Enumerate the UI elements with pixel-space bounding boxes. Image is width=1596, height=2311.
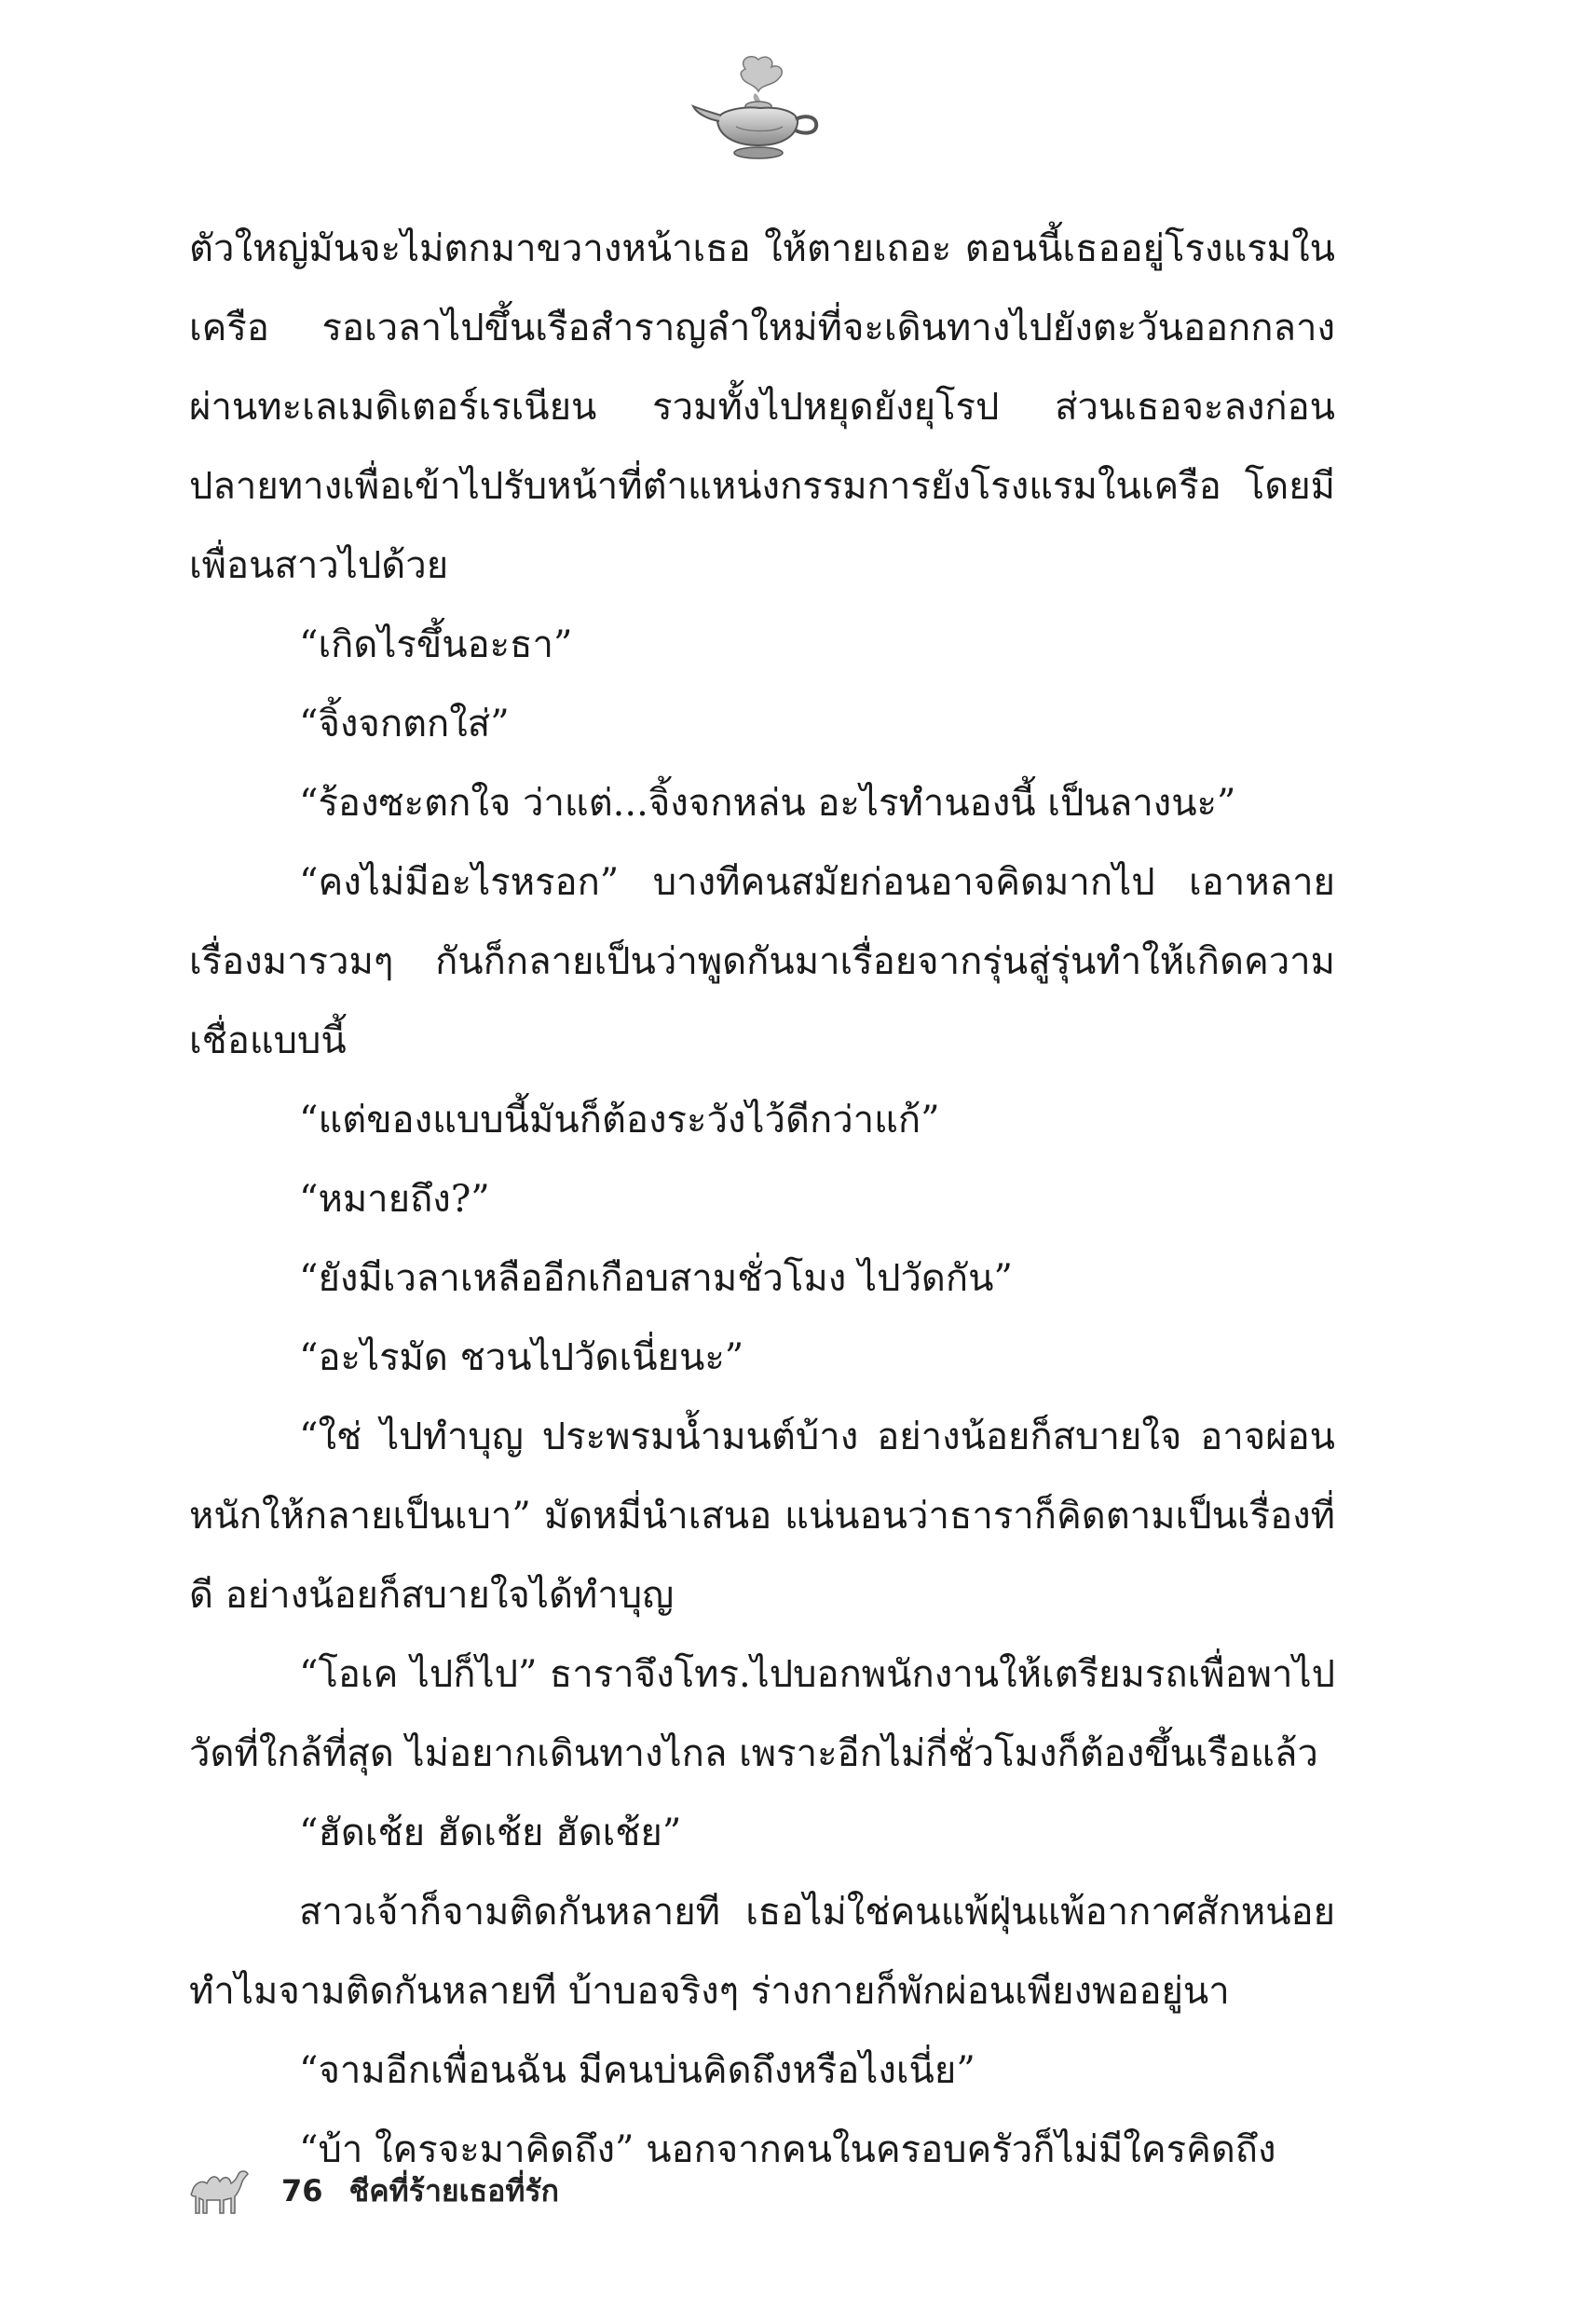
page-body (189, 210, 1335, 2171)
paragraph: “จิ้งจกตกใส่” (299, 703, 510, 745)
page-number: 76 (281, 2173, 323, 2208)
paragraph: “บ้า ใครจะมาคิดถึง” นอกจากคนในครอบครัวก็ไม่มีใครคิดถึง (299, 2128, 1276, 2171)
paragraph: “จามอีกเพื่อนฉัน มีคนบ่นคิดถึงหรือไงเนี่ย” (299, 2049, 975, 2092)
page-footer (186, 2158, 559, 2223)
paragraph: ตัวใหญ่มันจะไม่ตกมาขวางหน้าเธอ ให้ตายเถอะ ตอนนี้เธออยู่โรงแรมในเครือ รอเวลาไปขึ้นเรือสำราญลำใหม่ที่จะเดินทางไปยังตะวันออกกลาง ผ่านทะเลเมดิเตอร์เรเนียน รวมทั้งไปหยุดยังยุโรป ส่วนเธอจะลงก่อนปลายทางเพื่อเข้าไปรับหน้าที่ตำแหน่งกรรมการยังโรงแรมในเครือ โดยมีเพื่อนสาวไปด้วย (189, 227, 1335, 587)
paragraph: “ยังมีเวลาเหลืออีกเกือบสามชั่วโมง ไปวัดกัน” (299, 1257, 1013, 1300)
paragraph: “โอเค ไปก็ไป” ธาราจึงโทร.ไปบอกพนักงานให้เตรียมรถเพื่อพาไปวัดที่ใกล้ที่สุด ไม่อยากเดินทางไกล เพราะอีกไม่กี่ชั่วโมงก็ต้องขึ้นเรือแล้ว (189, 1653, 1335, 1775)
paragraph: สาวเจ้าก็จามติดกันหลายที เธอไม่ใช่คนแพ้ฝุ่นแพ้อากาศสักหน่อยทำไมจามติดกันหลายที บ้าบอจริงๆ ร่างกายก็พักผ่อนเพียงพออยู่นา (189, 1891, 1335, 2013)
book-title: ชีคที่ร้ายเธอที่รัก (348, 2172, 559, 2208)
paragraph: “แต่ของแบบนี้มันก็ต้องระวังไว้ดีกว่าแก้” (299, 1099, 940, 1142)
paragraph: “หมายถึง?” (299, 1178, 490, 1221)
genie-lamp-icon (689, 52, 829, 164)
paragraph: “ใช่ ไปทำบุญ ประพรมน้ำมนต์บ้าง อย่างน้อยก็สบายใจ อาจผ่อนหนักให้กลายเป็นเบา” มัดหมี่นำเสนอ แน่นอนว่าธาราก็คิดตามเป็นเรื่องที่ดี อย่างน้อยก็สบายใจได้ทำบุญ (189, 1415, 1335, 1617)
paragraph: “เกิดไรขึ้นอะธา” (299, 623, 573, 666)
paragraph: “อะไรมัด ชวนไปวัดเนี่ยนะ” (299, 1336, 744, 1379)
paragraph: “คงไม่มีอะไรหรอก” บางทีคนสมัยก่อนอาจคิดมากไป เอาหลายเรื่องมารวมๆ กันก็กลายเป็นว่าพูดกันมาเรื่อยจากรุ่นสู่รุ่นทำให้เกิดความเชื่อแบบนี้ (189, 861, 1335, 1062)
paragraph: “ฮัดเช้ย ฮัดเช้ย ฮัดเช้ย” (299, 1812, 682, 1854)
camel-icon (186, 2165, 250, 2217)
paragraph: “ร้องซะตกใจ ว่าแต่...จิ้งจกหล่น อะไรทำนองนี้ เป็นลางนะ” (299, 782, 1236, 825)
